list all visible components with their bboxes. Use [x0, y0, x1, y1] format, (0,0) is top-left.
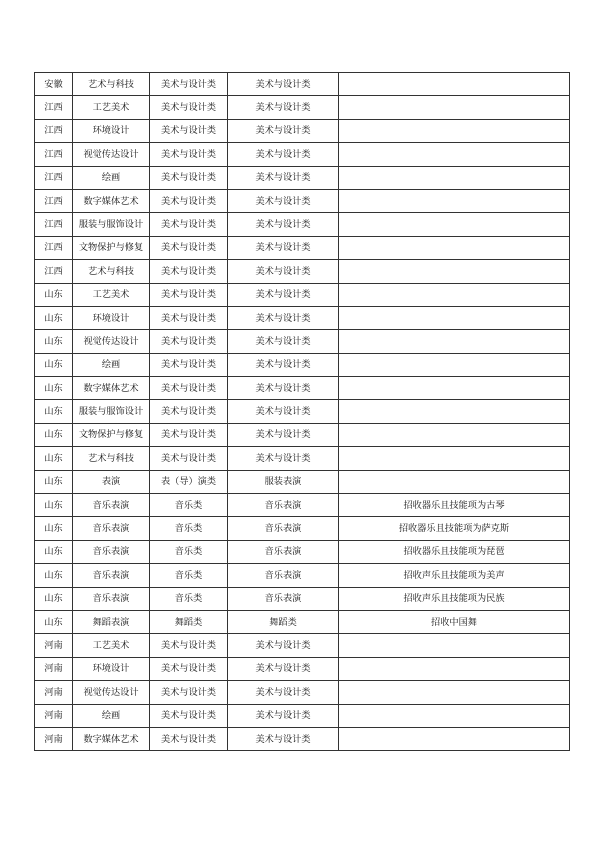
table-row: [35, 353, 570, 376]
table-row: [35, 143, 570, 166]
skill-category-cell: 音乐表演: [228, 564, 339, 587]
table-row: [35, 213, 570, 236]
skill-category-cell: 美术与设计类: [228, 236, 339, 259]
major-cell: 工艺美术: [73, 634, 150, 657]
skill-category-cell: 美术与设计类: [228, 400, 339, 423]
province-cell: 山东: [35, 540, 73, 563]
exam-category-cell: 美术与设计类: [150, 283, 228, 306]
table-body: [35, 73, 570, 751]
province-cell: 山东: [35, 564, 73, 587]
exam-category-cell: 美术与设计类: [150, 189, 228, 212]
skill-category-cell: 舞蹈类: [228, 610, 339, 633]
exam-category-cell: 美术与设计类: [150, 306, 228, 329]
exam-category-cell: 美术与设计类: [150, 634, 228, 657]
province-cell: 江西: [35, 119, 73, 142]
exam-category-cell: 美术与设计类: [150, 73, 228, 96]
exam-category-cell: 美术与设计类: [150, 96, 228, 119]
province-cell: 山东: [35, 517, 73, 540]
skill-category-cell: 美术与设计类: [228, 260, 339, 283]
province-cell: 江西: [35, 213, 73, 236]
exam-category-cell: 音乐类: [150, 587, 228, 610]
province-cell: 江西: [35, 143, 73, 166]
province-cell: 山东: [35, 330, 73, 353]
province-cell: 河南: [35, 704, 73, 727]
province-cell: 山东: [35, 283, 73, 306]
note-cell: [339, 96, 570, 119]
table-row: [35, 587, 570, 610]
skill-category-cell: 美术与设计类: [228, 681, 339, 704]
skill-category-cell: 美术与设计类: [228, 213, 339, 236]
note-cell: [339, 260, 570, 283]
major-cell: 艺术与科技: [73, 260, 150, 283]
province-cell: 河南: [35, 727, 73, 750]
table-row: [35, 470, 570, 493]
exam-category-cell: 美术与设计类: [150, 119, 228, 142]
table-row: [35, 377, 570, 400]
note-cell: [339, 283, 570, 306]
exam-category-cell: 音乐类: [150, 494, 228, 517]
major-cell: 艺术与科技: [73, 447, 150, 470]
note-cell: [339, 236, 570, 259]
exam-category-cell: 美术与设计类: [150, 447, 228, 470]
note-cell: [339, 143, 570, 166]
skill-category-cell: 美术与设计类: [228, 634, 339, 657]
province-cell: 山东: [35, 400, 73, 423]
table-row: [35, 447, 570, 470]
skill-category-cell: 美术与设计类: [228, 143, 339, 166]
table-row: [35, 494, 570, 517]
note-cell: 招收声乐且技能项为民族: [339, 587, 570, 610]
table-row: [35, 73, 570, 96]
note-cell: [339, 447, 570, 470]
major-cell: 环境设计: [73, 119, 150, 142]
note-cell: [339, 166, 570, 189]
table-row: [35, 610, 570, 633]
skill-category-cell: 美术与设计类: [228, 306, 339, 329]
skill-category-cell: 服装表演: [228, 470, 339, 493]
note-cell: 招收中国舞: [339, 610, 570, 633]
table-row: [35, 283, 570, 306]
exam-category-cell: 音乐类: [150, 540, 228, 563]
province-cell: 山东: [35, 494, 73, 517]
province-cell: 江西: [35, 260, 73, 283]
table-row: [35, 189, 570, 212]
major-cell: 数字媒体艺术: [73, 189, 150, 212]
province-cell: 河南: [35, 657, 73, 680]
major-cell: 工艺美术: [73, 283, 150, 306]
exam-category-cell: 舞蹈类: [150, 610, 228, 633]
exam-category-cell: 美术与设计类: [150, 330, 228, 353]
province-cell: 江西: [35, 189, 73, 212]
major-cell: 舞蹈表演: [73, 610, 150, 633]
major-cell: 表演: [73, 470, 150, 493]
table-row: [35, 260, 570, 283]
note-cell: [339, 306, 570, 329]
province-cell: 山东: [35, 587, 73, 610]
skill-category-cell: 美术与设计类: [228, 423, 339, 446]
major-cell: 环境设计: [73, 306, 150, 329]
note-cell: [339, 213, 570, 236]
exam-category-cell: 美术与设计类: [150, 681, 228, 704]
table-row: [35, 119, 570, 142]
table-row: [35, 564, 570, 587]
note-cell: [339, 470, 570, 493]
note-cell: [339, 681, 570, 704]
note-cell: [339, 330, 570, 353]
note-cell: 招收器乐且技能项为古琴: [339, 494, 570, 517]
note-cell: [339, 704, 570, 727]
skill-category-cell: 美术与设计类: [228, 657, 339, 680]
major-cell: 工艺美术: [73, 96, 150, 119]
table-row: [35, 727, 570, 750]
skill-category-cell: 美术与设计类: [228, 447, 339, 470]
major-cell: 音乐表演: [73, 587, 150, 610]
skill-category-cell: 美术与设计类: [228, 96, 339, 119]
skill-category-cell: 美术与设计类: [228, 73, 339, 96]
skill-category-cell: 美术与设计类: [228, 377, 339, 400]
skill-category-cell: 美术与设计类: [228, 166, 339, 189]
table-row: [35, 517, 570, 540]
note-cell: [339, 377, 570, 400]
skill-category-cell: 美术与设计类: [228, 727, 339, 750]
table-row: [35, 634, 570, 657]
table-row: [35, 657, 570, 680]
note-cell: 招收声乐且技能项为美声: [339, 564, 570, 587]
exam-category-cell: 美术与设计类: [150, 166, 228, 189]
major-cell: 艺术与科技: [73, 73, 150, 96]
major-cell: 文物保护与修复: [73, 423, 150, 446]
skill-category-cell: 美术与设计类: [228, 119, 339, 142]
table-row: [35, 704, 570, 727]
note-cell: 招收器乐且技能项为琵琶: [339, 540, 570, 563]
exam-category-cell: 美术与设计类: [150, 143, 228, 166]
exam-category-cell: 美术与设计类: [150, 657, 228, 680]
major-cell: 音乐表演: [73, 540, 150, 563]
province-cell: 山东: [35, 447, 73, 470]
note-cell: [339, 353, 570, 376]
exam-category-cell: 美术与设计类: [150, 727, 228, 750]
major-cell: 数字媒体艺术: [73, 727, 150, 750]
note-cell: [339, 657, 570, 680]
exam-category-cell: 美术与设计类: [150, 236, 228, 259]
province-cell: 河南: [35, 681, 73, 704]
exam-category-cell: 美术与设计类: [150, 423, 228, 446]
skill-category-cell: 音乐表演: [228, 494, 339, 517]
major-cell: 绘画: [73, 353, 150, 376]
exam-category-cell: 美术与设计类: [150, 400, 228, 423]
skill-category-cell: 美术与设计类: [228, 330, 339, 353]
province-cell: 安徽: [35, 73, 73, 96]
skill-category-cell: 音乐表演: [228, 587, 339, 610]
province-cell: 江西: [35, 236, 73, 259]
note-cell: [339, 189, 570, 212]
note-cell: 招收器乐且技能项为萨克斯: [339, 517, 570, 540]
province-cell: 山东: [35, 306, 73, 329]
province-cell: 江西: [35, 166, 73, 189]
skill-category-cell: 美术与设计类: [228, 704, 339, 727]
table-row: [35, 96, 570, 119]
table-row: [35, 540, 570, 563]
note-cell: [339, 634, 570, 657]
province-cell: 山东: [35, 423, 73, 446]
table-row: [35, 681, 570, 704]
skill-category-cell: 美术与设计类: [228, 189, 339, 212]
exam-category-cell: 美术与设计类: [150, 704, 228, 727]
major-cell: 数字媒体艺术: [73, 377, 150, 400]
major-cell: 视觉传达设计: [73, 330, 150, 353]
note-cell: [339, 73, 570, 96]
major-cell: 音乐表演: [73, 564, 150, 587]
major-cell: 视觉传达设计: [73, 143, 150, 166]
exam-category-cell: 美术与设计类: [150, 353, 228, 376]
exam-category-cell: 表（导）演类: [150, 470, 228, 493]
province-cell: 河南: [35, 634, 73, 657]
skill-category-cell: 美术与设计类: [228, 353, 339, 376]
table-row: [35, 166, 570, 189]
table-row: [35, 236, 570, 259]
major-cell: 环境设计: [73, 657, 150, 680]
major-cell: 音乐表演: [73, 494, 150, 517]
skill-category-cell: 音乐表演: [228, 540, 339, 563]
table-row: [35, 423, 570, 446]
major-cell: 绘画: [73, 704, 150, 727]
table-row: [35, 330, 570, 353]
province-cell: 山东: [35, 610, 73, 633]
major-cell: 文物保护与修复: [73, 236, 150, 259]
major-cell: 音乐表演: [73, 517, 150, 540]
exam-category-cell: 音乐类: [150, 564, 228, 587]
note-cell: [339, 400, 570, 423]
note-cell: [339, 423, 570, 446]
note-cell: [339, 119, 570, 142]
note-cell: [339, 727, 570, 750]
major-cell: 服装与服饰设计: [73, 400, 150, 423]
major-cell: 绘画: [73, 166, 150, 189]
exam-category-cell: 美术与设计类: [150, 377, 228, 400]
exam-category-cell: 美术与设计类: [150, 260, 228, 283]
province-cell: 山东: [35, 470, 73, 493]
exam-category-cell: 音乐类: [150, 517, 228, 540]
skill-category-cell: 美术与设计类: [228, 283, 339, 306]
major-cell: 视觉传达设计: [73, 681, 150, 704]
exam-category-cell: 美术与设计类: [150, 213, 228, 236]
skill-category-cell: 音乐表演: [228, 517, 339, 540]
table-row: [35, 400, 570, 423]
province-cell: 江西: [35, 96, 73, 119]
province-cell: 山东: [35, 377, 73, 400]
table-row: [35, 306, 570, 329]
enrollment-table: [34, 72, 570, 751]
major-cell: 服装与服饰设计: [73, 213, 150, 236]
province-cell: 山东: [35, 353, 73, 376]
